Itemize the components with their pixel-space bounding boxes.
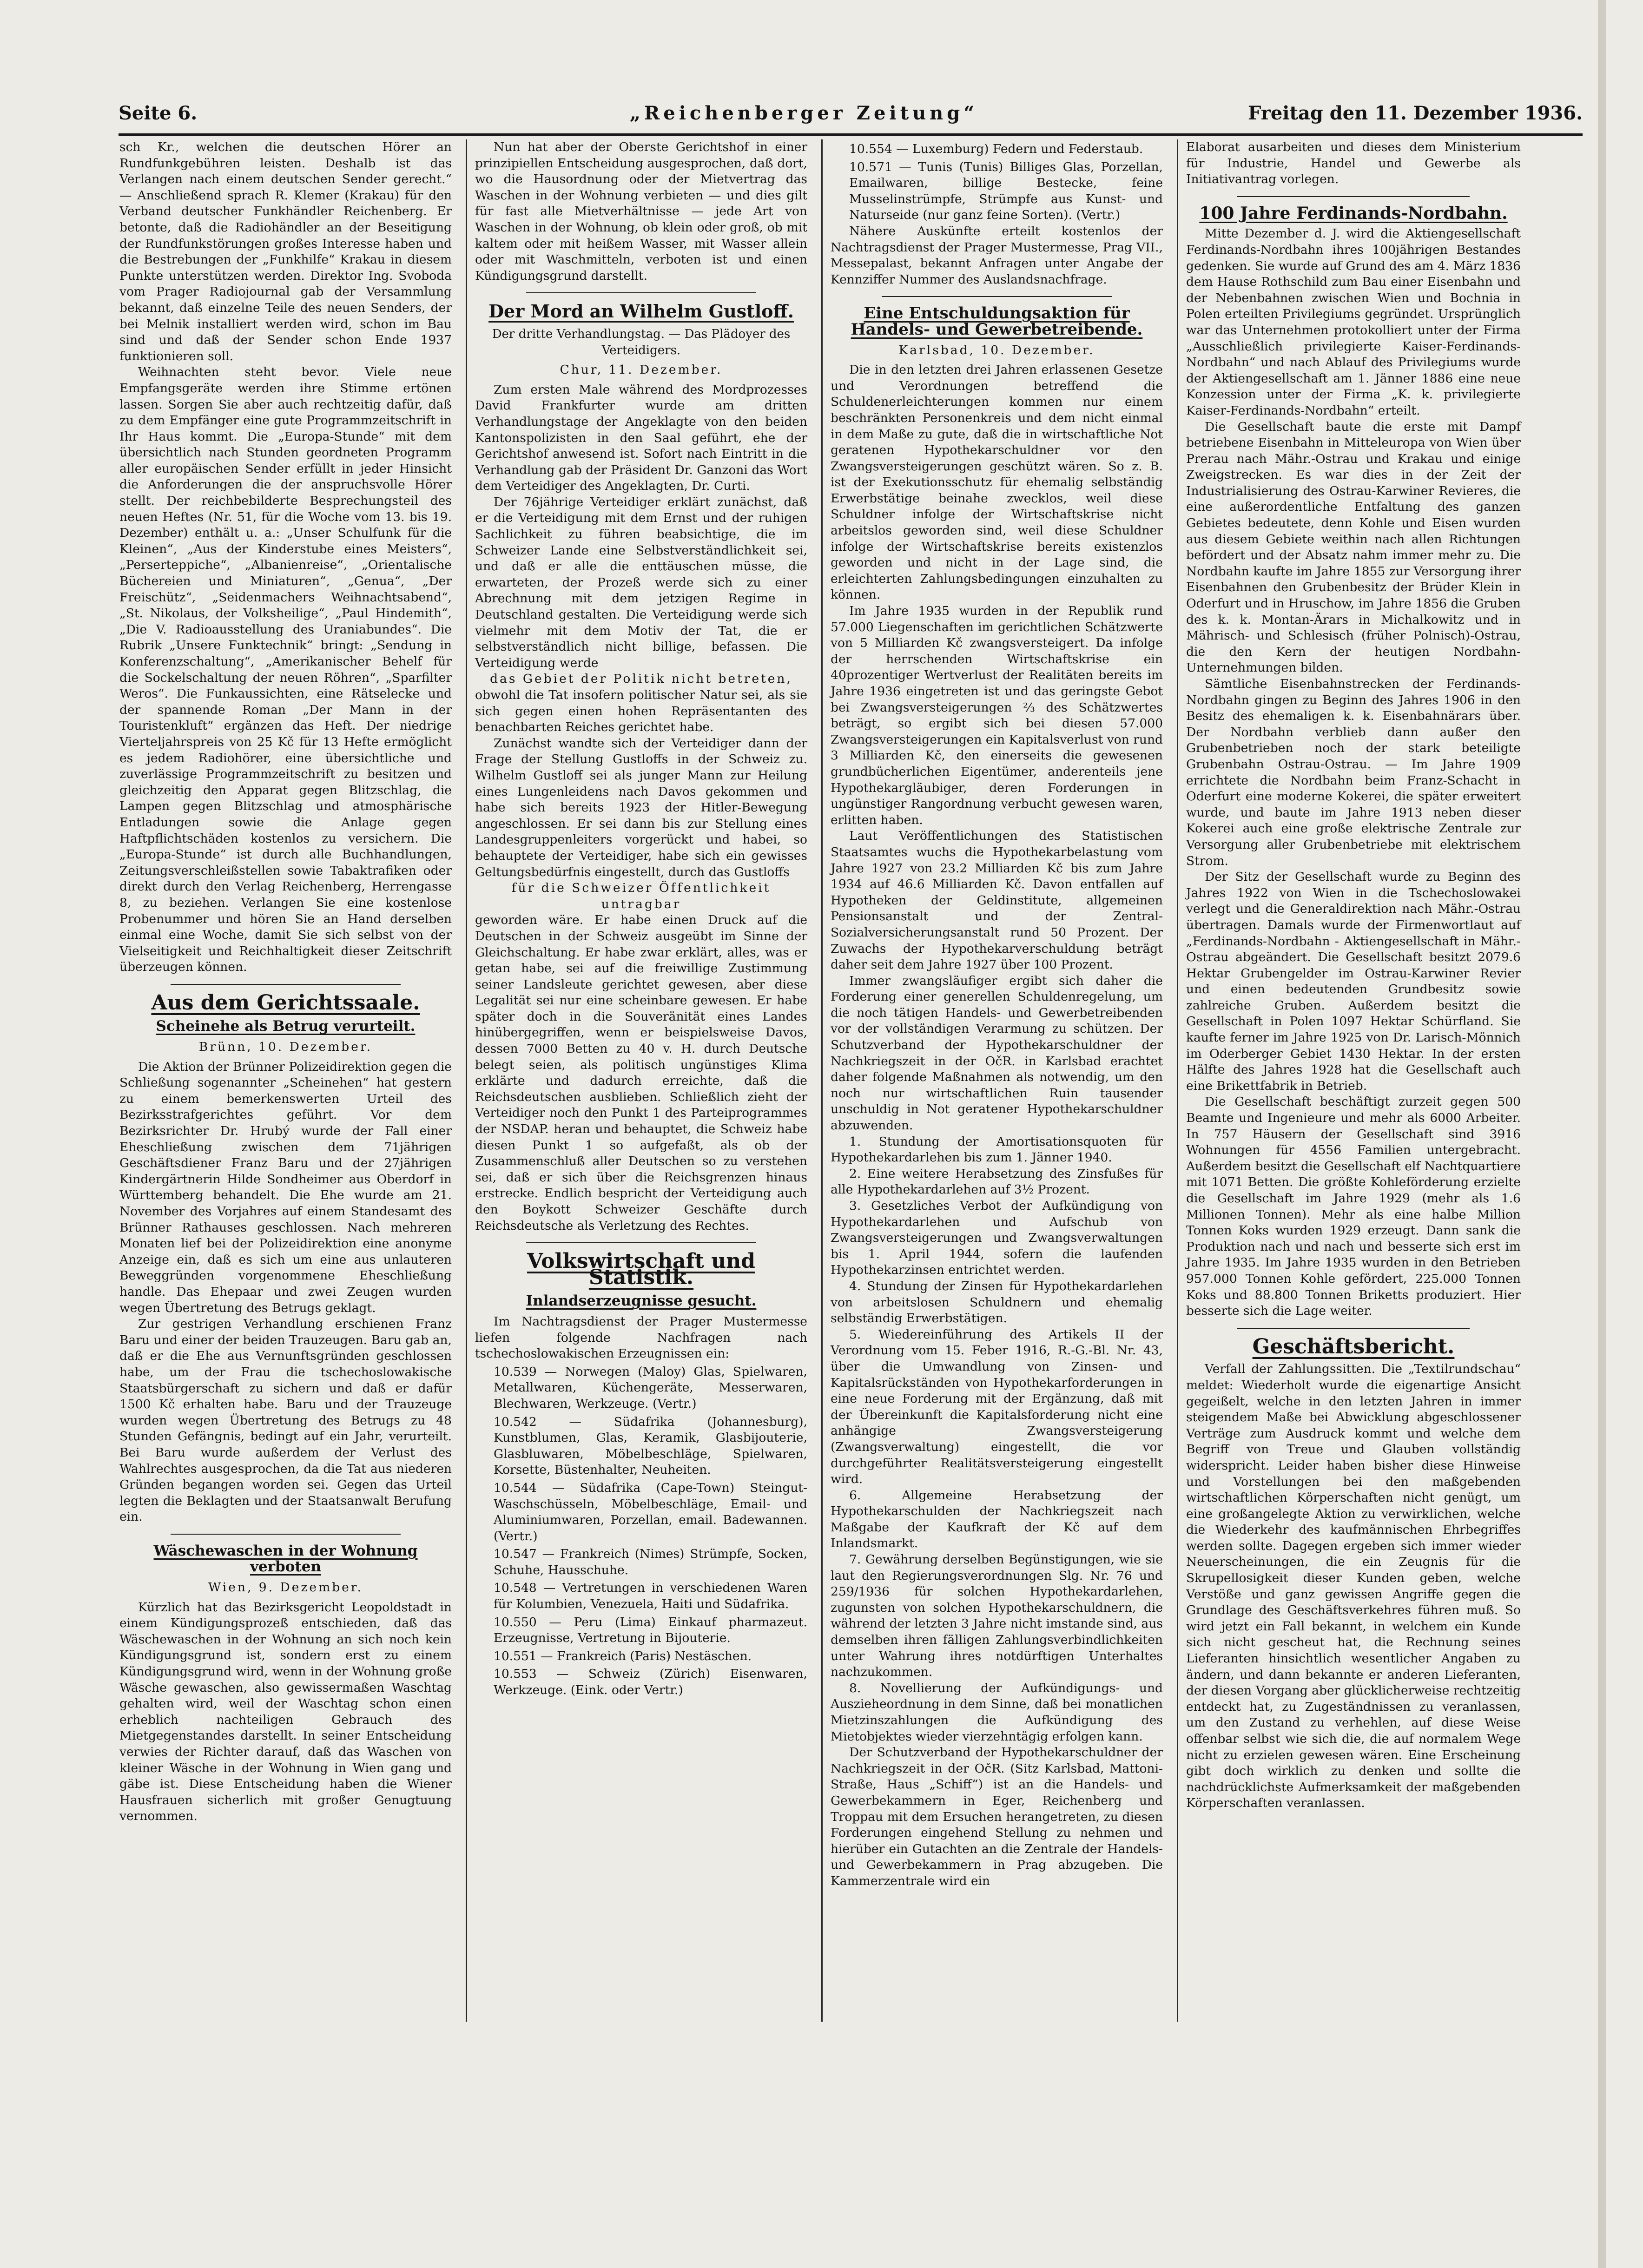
article-subheading: Der dritte Verhandlungstag. — Das Plädoyer des Verteidigers.	[492, 327, 791, 357]
list-item: 2. Eine weitere Herabsetzung des Zinsfußes für alle Hypothekardarlehen auf 3½ Prozent.	[831, 1166, 1163, 1197]
article-paragraph: Elaborat ausarbeiten und dieses dem Ministerium für Industrie, Handel und Gewerbe als Initiativantrag vorlegen.	[1186, 140, 1521, 187]
separator	[171, 1534, 401, 1535]
article-paragraph: Laut Veröffentlichungen des Statistischen Staatsamtes wuchs die Hypothekarbelastung vom Jahre 1927 von 23.2 Milliarden Kč bis zum Jahre 1934 auf 46.6 Milliarden Kč. Davon entfallen auf Hypotheken der Geldinstitute, allgemeinen Pensionsanstalt und der Zentral-Sozialversicherungsanstalt rund 50 Prozent. Der Zuwachs der Hypothekarverschuldung beträgt daher seit dem Jahre 1927 über 100 Prozent.	[831, 829, 1163, 972]
list-item: 3. Gesetzliches Verbot der Aufkündigung von Hypothekardarlehen und Aufschub von Zwangsversteigerungen und Zwangsverwaltungen bis 1. April 1944, sofern die laufenden Hypothekarzinsen entrichtet werden.	[831, 1199, 1163, 1278]
list-item: 10.554 — Luxemburg) Federn und Federstaub.	[849, 142, 1143, 156]
article-paragraph: Sämtliche Eisenbahnstrecken der Ferdinands-Nordbahn gingen zu Beginn des Jahres 1906 in den Besitz des ehemaligen k. k. Eisenbahnärars über. Der Nordbahn verblieb dann außer den Grubenbetrieben noch der stark beteiligte Grubenbahn Ostrau-Ostrau. — Im Jahre 1909 errichtete die Nordbahn beim Franz-Schacht in Oderfurt eine moderne Kokerei, die später erweitert wurde, und baute im Jahre 1913 neben dieser Kokerei auch eine große elektrische Zentrale zur Versorgung aller Grubenbetriebe mit elektrischem Strom.	[1186, 677, 1521, 868]
list-item: 10.547 — Frankreich (Nimes) Strümpfe, Socken, Schuhe, Hausschuhe.	[494, 1547, 807, 1577]
separator	[1237, 1328, 1470, 1329]
article-paragraph: Die Gesellschaft baute die erste mit Dampf betriebene Eisenbahn in Mitteleuropa von Wien über Prerau nach Mähr.-Ostrau und Krakau und einige Zweigstrecken. Es war dies in der Zeit der Industrialisierung des Ostrau-Karwiner Revieres, die eine außerordentliche Entfaltung des ganzen Gebietes bedeutete, denn Kohle und Eisen wurden aus diesem Gebiete weithin nach allen Richtungen befördert und der Absatz nahm immer mehr zu. Die Nordbahn kaufte im Jahre 1855 zur Versorgung ihrer Eisenbahnen den Grubenbesitz der Brüder Klein in Oderfurt und in Hruschow, im Jahre 1856 die Gruben des k. k. Montan-Ärars in Michalkowitz und in Mährisch- und Schlesisch (früher Polnisch)-Ostrau, die den Kern der heutigen Nordbahn-Unternehmungen bilden.	[1186, 419, 1521, 675]
article-heading: 100 Jahre Ferdinands-Nordbahn.	[1199, 203, 1508, 223]
separator	[1237, 196, 1470, 197]
separator	[526, 292, 756, 293]
list-item: 8. Novellierung der Aufkündigungs- und Auszieheordnung in dem Sinne, daß bei monatlichen Mietzinszahlungen die Aufkündigung des Mietobjektes wieder vierzehntägig erfolgen kann.	[831, 1681, 1163, 1744]
separator	[171, 984, 401, 985]
article-paragraph: Die Gesellschaft beschäftigt zurzeit gegen 500 Beamte und Ingenieure und mehr als 6000 Arbeiter. In 757 Häusern der Gesellschaft sind 3916 Wohnungen für 4556 Familien untergebracht. Außerdem besitzt die Gesellschaft elf Nachtquartiere mit 1071 Betten. Die größte Kohleförderung erzielte die Gesellschaft im Jahre 1929 (mehr als 1.6 Millionen Tonnen). Mehr als eine halbe Million Tonnen Koks wurden 1929 erzeugt. Dann sank die Produktion nach und nach und besserte sich erst im Jahre 1935. Im Jahre 1935 wurden in den Betrieben 957.000 Tonnen Kohle gefördert, 225.000 Tonnen Koks und 88.800 Tonnen Briketts produziert. Hier besserte sich die Lage weiter.	[1186, 1094, 1521, 1319]
list-item: 5. Wiedereinführung des Artikels II der Verordnung vom 15. Feber 1916, R.-G.-Bl. Nr. 43, über die Umwandlung von Zinsen- und Kapitalsrückständen von Hypothekarforderungen in eine neue Forderung mit der Ergänzung, daß mit der Übereinkunft die Kapitalsforderung nicht eine anhängige Zwangsversteigerung (Zwangsverwaltung) eingestellt, die vor durchgeführter Realitätsversteigerung eingestellt wird.	[831, 1327, 1163, 1487]
article-paragraph: Immer zwangsläufiger ergibt sich daher die Forderung einer generellen Schuldenregelung, um die noch tätigen Handels- und Gewerbetreibenden vor der vollständigen Verarmung zu schützen. Der Schutzverband der Hypothekarschuldner der Nachkriegszeit in der OčR. in Karlsbad erachtet daher folgende Maßnahmen als notwendig, um den noch nur wirtschaftlichen Ruin tausender unschuldig in Not geratener Hypothekarschuldner abzuwenden.	[831, 973, 1163, 1133]
list-item: 1. Stundung der Amortisationsquoten für Hypothekardarlehen bis zum 1. Jänner 1940.	[831, 1134, 1163, 1165]
article-heading: Wäschewaschen in der Wohnung verboten	[153, 1542, 418, 1576]
separator	[882, 296, 1112, 297]
article-paragraph: Verfall der Zahlungssitten. Die „Textilrundschau“ meldet: Wiederholt wurde die eigenartige Ansicht gegeißelt, welche in den letzten Jahren in immer steigendem Maße bei Abwicklung abgeschlossener Verträge zum Ausdruck kommt und welche dem Begriff von Treue und Glauben vollständig widerspricht. Leider haben bisher diese Hinweise und Vorstellungen bei den maßgebenden wirtschaftlichen Körperschaften nicht genügt, um eine großangelegte Aktion zu verwirklichen, welche die Wiederkehr des kaufmännischen Ehrbegriffes werden sollte. Dagegen ergeben sich immer wieder Neuerscheinungen, die ein Zeugnis für die Skrupellosigkeit dieser Kunden geben, welche Verstöße und ganz gewissen Angriffe gegen die Grundlage des Geschäftsverkehres führen muß. So wird jetzt ein Fall bekannt, in welchem ein Kunde sich nicht gescheut hat, die Rechnung seines Lieferanten hinsichtlich wesentlicher Angaben zu ändern, und dann bekannte er anderen Lieferanten, der diesen Vorgang aber glücklicherweise rechtzeitig entdeckt hat, zu Zugeständnissen zu veranlassen, um den Zustand zu verhehlen, auf diese Weise offenbar selbst wie sich die, die auf normalem Wege nicht zu erzielen gewesen wären. Eine Erscheinung gibt doch wirklich zu denken und sollte die nachdrücklichste Aufmerksamkeit der maßgebenden Körperschaften veranlassen.	[1186, 1362, 1521, 1811]
article-paragraph: Mitte Dezember d. J. wird die Aktiengesellschaft Ferdinands-Nordbahn ihres 100jährigen Bestandes gedenken. Sie wurde auf Grund des am 4. März 1836 dem Hause Rothschild zum Bau einer Eisenbahn und der Nebenbahnen zwischen Wien und Bochnia in Polen erteilten Privilegiums gegründet. Ursprünglich war das Unternehmen protokolliert unter der Firma „Ausschließlich privilegierte Kaiser-Ferdinands-Nordbahn“ und nach Ablauf des Privilegiums wurde der Aktiengesellschaft am 1. Jänner 1886 eine neue Konzession unter der Firma „K. k. privilegierte Kaiser-Ferdinands-Nordbahn“ erteilt.	[1186, 226, 1521, 418]
article-paragraph: Im Jahre 1935 wurden in der Republik rund 57.000 Liegenschaften im gerichtlichen Schätzwerte von 5 Milliarden Kč zwangsversteigert. Da infolge der herrschenden Wirtschaftskrise ein 40prozentiger Wertverlust der Realitäten bereits im Jahre 1936 eingetreten ist und das geringste Gebot bei Zwangsversteigerungen ⅔ des Schätzwertes beträgt, so ergibt sich bei diesen 57.000 Zwangsversteigerungen ein Kapitalsverlust von rund 3 Milliarden Kč, den einerseits die gewesenen grundbücherlichen Eigentümer, anderenteils jene Hypothekargläubiger, deren Forderungen in ungünstiger Rangordnung verbucht gewesen waren, erlitten haben.	[831, 604, 1163, 827]
section-heading: Aus dem Gerichtssaale.	[151, 990, 420, 1015]
section-heading: Geschäftsbericht.	[1252, 1334, 1455, 1358]
header-rule	[119, 133, 1583, 136]
list-item: 10.571 — Tunis (Tunis) Billiges Glas, Porzellan, Emailwaren, billige Bestecke, feine Musselinstrümpfe, Strümpfe aus Kunst- und Naturseide (nur ganz feine Sorten). (Vertr.)	[849, 159, 1163, 223]
issue-date: Freitag den 11. Dezember 1936.	[1248, 102, 1583, 124]
inquiry-list	[831, 141, 1163, 224]
column-rule	[821, 139, 823, 2022]
article-paragraph: Zur gestrigen Verhandlung erschienen Franz Baru und einer der beiden Trauzeugen. Baru gab an, daß er die Ehe aus Vernunftsgründen geschlossen habe, um der Frau die tschechoslowakische Staatsbürgerschaft zu sichern und daß er dafür 1500 Kč erhalten habe. Baru und der Trauzeuge wurden wegen Übertretung des Betrugs zu 48 Stunden Gefängnis, bedingt auf ein Jahr, verurteilt. Bei Baru wurde außerdem der Verlust des Wahlrechtes ausgesprochen, da die Tat aus niederen Gründen begangen worden sei. Gegen das Urteil legten die Beklagten und der Staatsanwalt Berufung ein.	[119, 1317, 452, 1524]
dateline: Wien, 9. Dezember.	[208, 1580, 363, 1595]
article-paragraph: Der Schutzverband der Hypothekarschuldner der Nachkriegszeit in der OčR. (Sitz Karlsbad, Mattoni-Straße, Haus „Schiff“) ist an die Handels- und Gewerbekammern in Eger, Reichenberg und Troppau mit dem Ersuchen herangetreten, zu diesen Forderungen eingehend Stellung zu nehmen und hierüber ein Gutachten an die Zentrale der Handels- und Gewerbekammern in Prag abzugeben. Die Kammerzentrale wird ein	[831, 1745, 1163, 1888]
article-heading: Eine Entschuldungsaktion für Handels- und Gewerbetreibende.	[851, 304, 1143, 339]
article-paragraph: Zunächst wandte sich der Verteidiger dann der Frage der Stellung Gustloffs in der Schweiz zu. Wilhelm Gustloff sei als junger Mann zur Heilung eines Lungenleidens nach Davos gekommen und habe sich bereits 1923 der Hitler-Bewegung angeschlossen. Er sei dann bis zur Stellung eines Landesgruppenleiters vorgerückt und habei, so behauptete der Verteidiger, habe sich ein gewisses Geltungsbedürfnis eingestellt, durch das Gustloffs	[475, 736, 807, 879]
dateline: Brünn, 10. Dezember.	[198, 1040, 373, 1055]
article-heading: Scheinehe als Betrug verurteilt.	[156, 1018, 416, 1035]
article-paragraph: sch Kr., welchen die deutschen Hörer an Rundfunkgebühren leisten. Deshalb ist das Verlangen nach einem deutschen Sender gerecht.“ — Anschließend sprach R. Klemer (Krakau) für den Verband deutscher Funkhändler Reichenberg. Er betonte, daß die Radiohändler an der Beseitigung der Rundfunkstörungen großes Interesse haben und die Bestrebungen der „Funkhilfe“ Krakau in diesem Punkte unterstützen werden. Direktor Ing. Svoboda vom Prager Radiojournal gab der Versammlung bekannt, daß einzelne Teile des neuen Senders, der bei Melnik installiert werden wird, schon im Bau sind und daß der Sender schon Ende 1937 funktionieren soll.	[119, 140, 452, 363]
article-heading: Der Mord an Wilhelm Gustloff.	[488, 301, 794, 322]
spaced-line: das Gebiet der Politik nicht betreten,	[490, 672, 792, 686]
dateline: Karlsbad, 10. Dezember.	[898, 343, 1095, 357]
article-paragraph: Zum ersten Male während des Mordprozesses David Frankfurter wurde am dritten Verhandlungstage der Angeklagte von den beiden Kantonspolizisten in den Saal geführt, ehe der Gerichtshof anwesend ist. Sofort nach Eintritt in die Verhandlung gab der Präsident Dr. Ganzoni das Wort dem Verteidiger des Angeklagten, Dr. Curti.	[475, 382, 807, 494]
column-4	[1186, 139, 1521, 1812]
section-heading: Volkswirtschaft und Statistik.	[527, 1249, 755, 1289]
article-paragraph: Kürzlich hat das Bezirksgericht Leopoldstadt in einem Kündigungsprozeß entschieden, daß das Wäschewaschen in der Wohnung an sich noch kein Kündigungsgrund ist, sondern erst zu einem Kündigungsgrund wird, wenn in der Wohnung große Wäsche gewaschen, also gewissermaßen Waschtag gehalten wird, weil der Waschtag schon einen erheblich nachteiligen Gebrauch des Mietgegenstandes darstellt. In seiner Entscheidung verwies der Richter darauf, daß das Waschen von kleiner Wäsche in der Wohnung in Wien gang und gäbe ist. Diese Entscheidung haben die Wiener Hausfrauen sicherlich mit großer Genugtuung vernommen.	[119, 1600, 452, 1824]
article-paragraph: Nun hat aber der Oberste Gerichtshof in einer prinzipiellen Entscheidung ausgesprochen, daß dort, wo die Hausordnung oder der Mietvertrag das Waschen in der Wohnung verbieten — und dies gilt für fast alle Mietverhältnisse — jede Art von Waschen in der Wohnung, ob klein oder groß, ob mit kaltem oder mit heißem Wasser, mit Wasser allein oder mit Waschmitteln, verboten ist und einen Kündigungsgrund darstellt.	[475, 140, 807, 283]
column-1	[119, 139, 452, 1825]
list-item: 7. Gewährung derselben Begünstigungen, wie sie laut den Regierungsverordnungen Slg. Nr. 76 und 259/1936 für solchen Hypothekardarlehen, zugunsten von solchen Hypothekarschuldnern, die während der letzten 3 Jahre nicht imstande sind, aus demselben ihren fälligen Zahlungsverbindlichkeiten unter Wahrung ihres notdürftigen Unterhaltes nachzukommen.	[831, 1552, 1163, 1680]
article-paragraph: Nähere Auskünfte erteilt kostenlos der Nachtragsdienst der Prager Mustermesse, Prag VII., Messepalast, bekannt Anfragen unter Angabe der Kennziffer Nummer des Auslandsnachfrage.	[831, 224, 1163, 287]
list-item: 10.539 — Norwegen (Maloy) Glas, Spielwaren, Metallwaren, Küchengeräte, Messerwaren, Blechwaren, Werkzeuge. (Vertr.)	[494, 1364, 807, 1411]
article-paragraph: Im Nachtragsdienst der Prager Mustermesse liefen folgende Nachfragen nach tschechoslowakischen Erzeugnissen ein:	[475, 1314, 807, 1361]
article-paragraph: Der Sitz der Gesellschaft wurde zu Beginn des Jahres 1922 von Wien in die Tschechoslowakei verlegt und die Generaldirektion nach Mähr.-Ostrau übertragen. Damals wurde der Firmenwortlaut auf „Ferdinands-Nordbahn - Aktiengesellschaft in Mähr.-Ostrau abgeändert. Die Gesellschaft besitzt 2079.6 Hektar Grubengelder im Ostrau-Karwiner Revier und einen bedeutenden Grundbesitz sowie zahlreiche Gruben. Außerdem besitzt die Gesellschaft in Polen 1097 Hektar Schürfland. Sie kaufte ferner im Jahre 1925 von Dr. Larisch-Mönnich im Oderberger Gebiet 1430 Hektar. In der ersten Hälfte des Jahres 1928 hat die Gesellschaft auch eine Brikettfabrik in Betrieb.	[1186, 870, 1521, 1093]
inquiry-list	[475, 1364, 807, 1699]
list-item: 10.542 — Südafrika (Johannesburg), Kunstblumen, Glas, Keramik, Glasbijouterie, Glasbluwaren, Möbelbeschläge, Spielwaren, Korsette, Büstenhalter, Neuheiten.	[494, 1414, 807, 1477]
article-paragraph: Der 76jährige Verteidiger erklärt zunächst, daß er die Verteidigung mit dem Ernst und der ruhigen Sachlichkeit zu führen beabsichtige, die im Schweizer Lande eine Selbstverständlichkeit sei, und daß er alle die enttäuschen müsse, die erwarteten, der Prozeß werde sich zu einer Abrechnung mit dem jetzigen Regime in Deutschland gestalten. Die Verteidigung werde sich vielmehr mit dem Motiv der Tat, die er selbstverständlich nicht billige, befassen. Die Verteidigung werde	[475, 494, 807, 670]
page-number: Seite 6.	[119, 102, 198, 124]
spaced-line: für die Schweizer Öffentlichkeit untragbar	[511, 881, 771, 911]
page-header	[119, 99, 1583, 131]
article-heading: Inlandserzeugnisse gesucht.	[526, 1292, 757, 1310]
list-item: 6. Allgemeine Herabsetzung der Hypothekarschulden der Nachkriegszeit nach Maßgabe der Kaufkraft der Kč auf dem Inlandsmarkt.	[831, 1488, 1163, 1551]
article-paragraph: Die Aktion der Brünner Polizeidirektion gegen die Schließung sogenannter „Scheinehen“ hat gestern zu einem bemerkenswerten Urteil des Bezirksstrafgerichtes geführt. Vor dem Bezirksrichter Dr. Hrubý wurde der Fall einer Eheschließung zwischen dem 71jährigen Geschäftsdiener Franz Baru und der 27jährigen Kindergärtnerin Hilde Sondheimer aus Oberdorf in Württemberg behandelt. Die Ehe wurde am 21. November des Vorjahres auf einem Standesamt des Brünner Rathauses geschlossen. Nach mehreren Monaten lief bei der Polizeidirektion eine anonyme Anzeige ein, daß es sich um eine aus unlauteren Beweggründen vorgenommene Eheschließung handle. Das Ehepaar und zwei Zeugen wurden wegen Übertretung des Betrugs geklagt.	[119, 1059, 452, 1315]
list-item: 10.551 — Frankreich (Paris) Nestäschen.	[494, 1648, 752, 1663]
article-paragraph: Die in den letzten drei Jahren erlassenen Gesetze und Verordnungen betreffend die Schuldenerleichterungen kommen nur einem beschränkten Personenkreis und dem nicht einmal in dem Maße zu gute, daß die in wirtschaftliche Not geratenen Hypothekarschuldner vor den Zwangsversteigerungen geschützt wären. So z. B. ist der Exekutionsschutz für ehemalig selbständig Erwerbstätige beinahe zwecklos, weil diese Schuldner infolge der Wirtschaftskrise nicht arbeitslos geworden sind, weil diese Schuldner infolge der Wirtschaftskrise bereits existenzlos geworden und nicht in der Lage sind, die erleichterten Zahlungsbedingungen einzuhalten zu können.	[831, 363, 1163, 602]
column-rule	[1177, 139, 1178, 2022]
list-item: 10.544 — Südafrika (Cape-Town) Steingut-Waschschüsseln, Möbelbeschläge, Email- und Aluminiumwaren, Porzellan, email. Badewannen. (Vertr.)	[494, 1480, 807, 1543]
list-item: 4. Stundung der Zinsen für Hypothekardarlehen von arbeitslosen Schuldnern und ehemalig selbständig Erwerbstätigen.	[831, 1279, 1163, 1326]
column-rule	[466, 139, 467, 2022]
column-2	[475, 139, 807, 1699]
article-paragraph: Weihnachten steht bevor. Viele neue Empfangsgeräte werden ihre Stimme ertönen lassen. Sorgen Sie aber auch rechtzeitig dafür, daß zu dem Empfänger eine gute Programmzeitschrift in Ihr Haus kommt. Die „Europa-Stunde“ mit dem übersichtlich nach Stunden geordneten Programm aller europäischen Sender erfüllt in jeder Hinsicht die Anforderungen die der anspruchsvolle Hörer stellt. Der reichbebilderte Besprechungsteil des neuen Heftes (Nr. 51, für die Woche vom 13. bis 19. Dezember) enthält u. a.: „Unser Schulfunk für die Kleinen“, „Aus der Kinderstube eines Meisters“, „Perserteppiche“, „Albanienreise“, „Orientalische Büchereien und Miniaturen“, „Genua“, „Der Freischütz“, „Seidenmachers Weihnachtsabend“, „St. Nikolaus, der Volksheilige“, „Paul Hindemith“, „Die V. Radioausstellung des Uraniabundes“. Die Rubrik „Unsere Funktechnik“ bringt: „Sendung in Konferenzschaltung“, „Amerikanischer Behelf für die Sockelschaltung der neuen Röhren“, „Sparfilter Weros“. Die Funkaussichten, eine Rätselecke und der spannende Roman „Der Mann in der Touristenkluft“ ergänzen das Heft. Der niedrige Vierteljahrspreis von 25 Kč für 13 Hefte ermöglicht es jedem Radiohörer, eine übersichtliche und zuverlässige Programmzeitschrift zu besitzen und gleichzeitig den Apparat gegen Blitzschlag, die Lampen gegen Blitzschlag und atmosphärische Entladungen sowie die Anlage gegen Haftpflichtschäden kostenlos zu versichern. Die „Europa-Stunde“ ist durch alle Buchhandlungen, Zeitungsverschleißstellen sowie Tabaktrafiken oder direkt durch den Verlag Reichenberg, Herrengasse 8, zu beziehen. Verlangen Sie eine kostenlose Probenummer und hören Sie an Hand derselben einmal eine Woche, damit Sie sich selbst von der Vielseitigkeit und Reichhaltigkeit dieser Zeitschrift überzeugen können.	[119, 365, 452, 975]
newspaper-title: „Reichenberger Zeitung“	[630, 102, 978, 124]
article-paragraph: obwohl die Tat insofern politischer Natur sei, als sie sich gegen einen hohen Repräsentanten des benachbarten Reiches gerichtet habe.	[475, 688, 807, 735]
demands-list	[831, 1134, 1163, 1745]
column-3	[831, 139, 1163, 1890]
list-item: 10.553 — Schweiz (Zürich) Eisenwaren, Werkzeuge. (Eink. oder Vertr.)	[494, 1667, 807, 1698]
list-item: 10.548 — Vertretungen in verschiedenen Waren für Kolumbien, Venezuela, Haiti und Südafrika.	[494, 1581, 807, 1612]
separator	[526, 1242, 756, 1243]
article-paragraph: geworden wäre. Er habe einen Druck auf die Deutschen in der Schweiz ausgeübt im Sinne der Gleichschaltung. Er habe zwar erklärt, alles, was er getan habe, sei auf die freiwillige Zustimmung seiner Landsleute gerichtet gewesen, aber diese Legalität sei nur eine scheinbare gewesen. Er habe später doch in die Souveränität eines Landes hinübergegriffen, wenn er beispielsweise Davos, dessen 7000 Betten zu 40 v. H. durch Deutsche belegt seien, als politisch ungünstiges Klima erklärte und dadurch erreichte, daß die Reichsdeutschen ausblieben. Schließlich zieht der Verteidiger noch den Punkt 1 des Parteiprogrammes der NSDAP. heran und behauptet, die Schweiz habe diesen Punkt 1 so aufgefaßt, als ob der Zusammenschluß aller Deutschen so zu verstehen sei, daß er sich über die Reichsgrenzen hinaus erstrecke. Endlich bespricht der Verteidigung auch den Boykott Schweizer Geschäfte durch Reichsdeutsche als Verletzung des Rechtes.	[475, 913, 807, 1233]
dateline: Chur, 11. Dezember.	[560, 363, 723, 377]
scan-edge	[1598, 0, 1606, 2268]
list-item: 10.550 — Peru (Lima) Einkauf pharmazeut. Erzeugnisse, Vertretung in Bijouterie.	[494, 1615, 807, 1646]
